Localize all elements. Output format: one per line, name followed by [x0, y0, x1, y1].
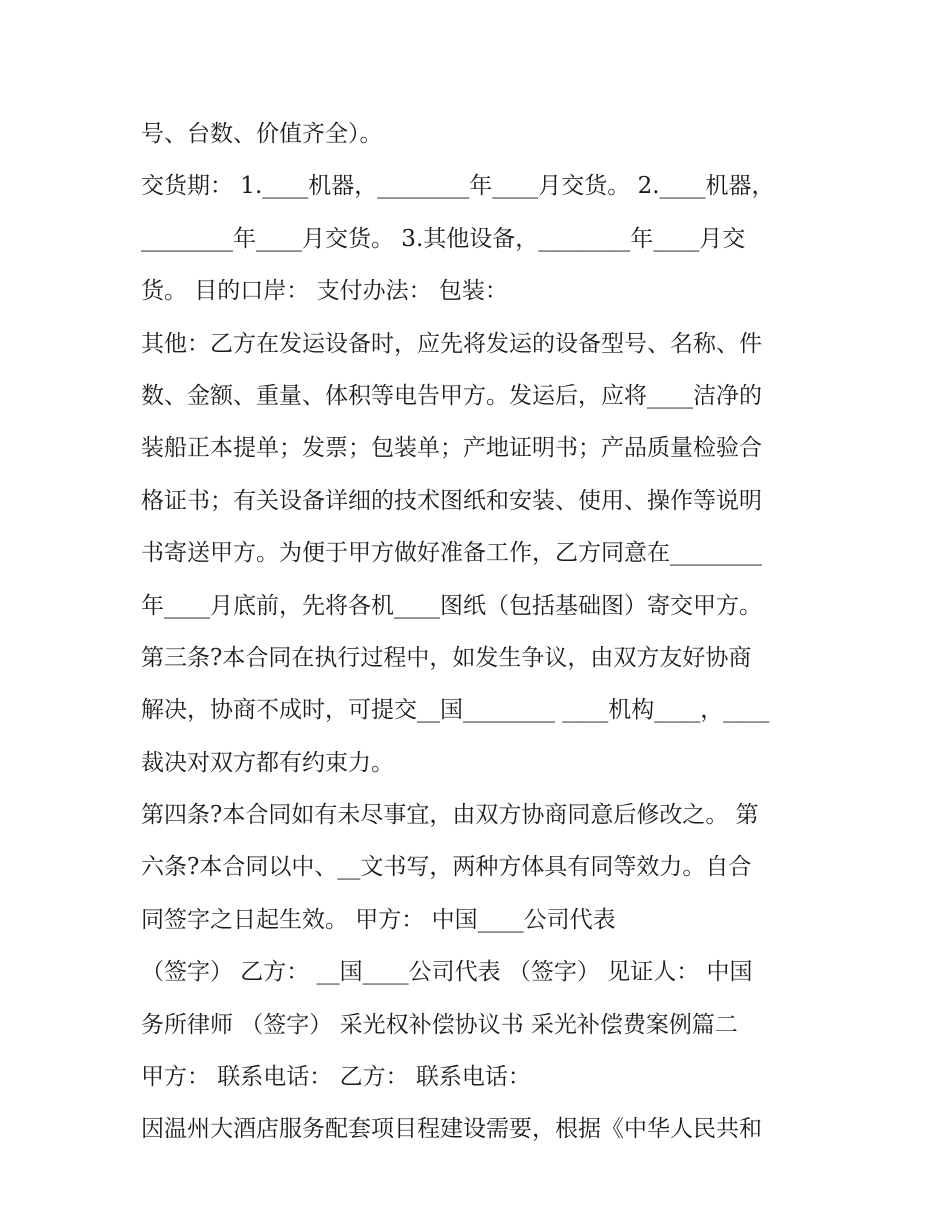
text-line: 务所律师 （签字） 采光权补偿协议书 采光补偿费案例篇二	[141, 1011, 738, 1038]
text-line: 六条?本合同以中、__文书写，两种方体具有同等效力。自合	[141, 854, 752, 881]
text-line: 号、台数、价值齐全）。	[141, 121, 383, 147]
text-line: 同签字之日起生效。 甲方： 中国____公司代表	[141, 906, 616, 933]
text-line: 其他：乙方在发运设备时，应先将发运的设备型号、名称、件	[141, 330, 762, 357]
text-line: 书寄送甲方。为便于甲方做好准备工作，乙方同意在________	[141, 540, 762, 567]
text-line: ________年____月交货。 3.其他设备，________年____月交	[141, 225, 746, 252]
text-line: 装船正本提单；发票；包装单；产地证明书；产品质量检验合	[141, 435, 762, 462]
document-body	[141, 108, 821, 1156]
text-line: 解决，协商不成时，可提交__国________ ____机构____，____	[141, 697, 770, 724]
text-line: 交货期： 1.____机器，________年____月交货。 2.____机器，	[141, 173, 775, 200]
text-line: 第四条?本合同如有未尽事宜，由双方协商同意后修改之。 第	[141, 802, 759, 829]
text-line: 第三条?本合同在执行过程中，如发生争议，由双方友好协商	[141, 644, 752, 671]
text-line: 数、金额、重量、体积等电告甲方。发运后，应将____洁净的	[141, 382, 762, 409]
text-line: 裁决对双方都有约束力。	[141, 749, 394, 776]
text-line: 年____月底前，先将各机____图纸（包括基础图）寄交甲方。	[141, 592, 762, 619]
text-line: 格证书；有关设备详细的技术图纸和安装、使用、操作等说明	[141, 487, 762, 514]
text-line: 因温州大酒店服务配套项目程建设需要，根据《中华人民共和	[141, 1116, 762, 1143]
text-line: 货。 目的口岸： 支付办法： 包装：	[141, 278, 508, 305]
text-line: （签字） 乙方： __国____公司代表 （签字） 见证人： 中国	[141, 959, 753, 986]
text-line: 甲方： 联系电话： 乙方： 联系电话：	[141, 1064, 531, 1091]
